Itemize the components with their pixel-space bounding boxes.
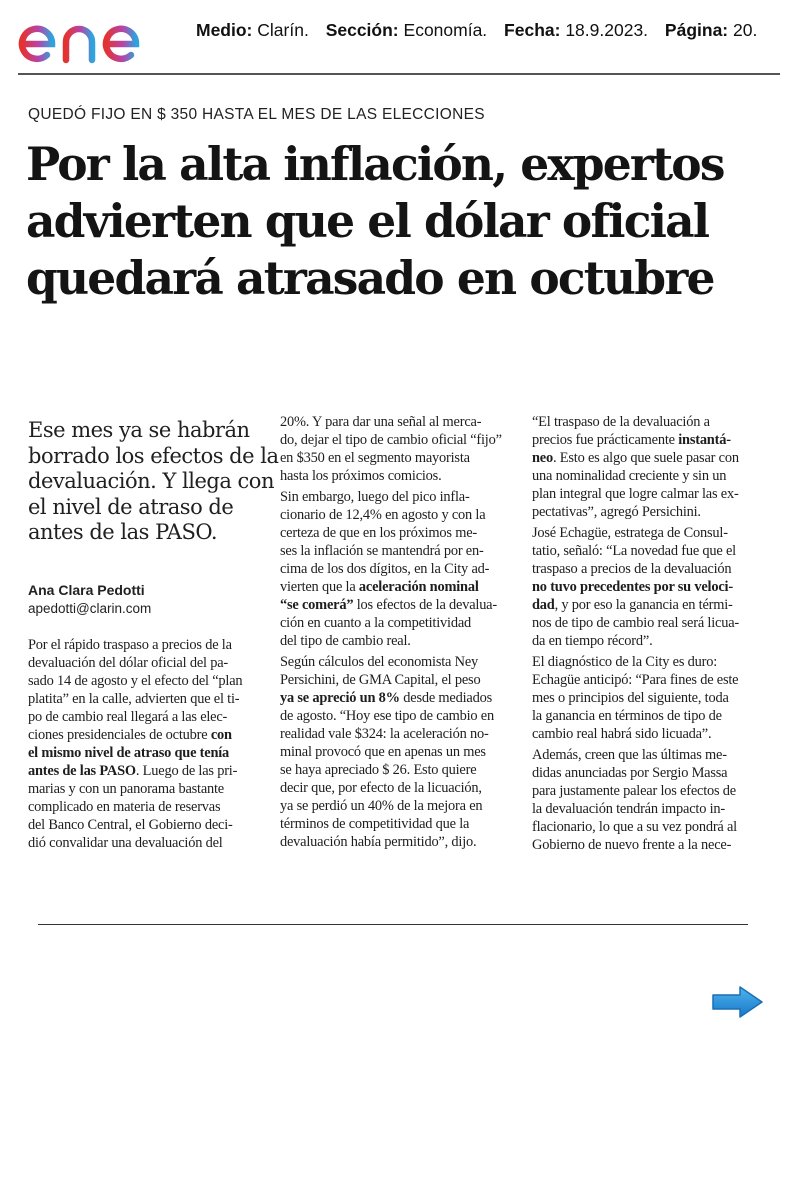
body-text: traspaso a precios de la devaluación — [532, 561, 732, 577]
body-line — [532, 578, 768, 596]
body-text: 20%. Y para dar una señal al merca- — [280, 414, 482, 430]
pagina-value: 20. — [733, 20, 758, 40]
body-line — [532, 542, 768, 560]
body-line — [532, 503, 768, 521]
body-text: nos de tipo de cambio real será licua- — [532, 615, 739, 631]
body-text: tatio, señaló: “La novedad fue que el — [532, 543, 736, 559]
body-text: se haya apreciado $ 26. Esto quiere — [280, 762, 477, 778]
article-column-1 — [28, 636, 264, 852]
body-line — [280, 467, 516, 485]
lead-line: Ese mes ya se habrán — [28, 418, 250, 442]
body-text: cionario de 12,4% en agosto y con la — [280, 507, 486, 523]
lead-line: devaluación. Y llega con — [28, 469, 274, 494]
body-line — [280, 506, 516, 524]
body-emphasis: ya se apreció un 8% — [280, 690, 400, 706]
body-line — [532, 467, 768, 485]
body-text: ciones presidenciales de octubre — [28, 727, 211, 743]
body-text: en $350 en el segmento mayorista — [280, 450, 470, 466]
body-text: ya se perdió un 40% de la mejora en — [280, 798, 483, 814]
body-text: ses la inflación se mantendrá por en- — [280, 543, 484, 559]
article-headline — [26, 136, 786, 307]
headline-line: advierten que el dólar oficial — [26, 193, 709, 248]
body-line — [280, 797, 516, 815]
body-text: plan integral que logre calmar las ex- — [532, 486, 739, 502]
body-line — [28, 708, 264, 726]
body-text: precios fue prácticamente — [532, 432, 679, 448]
body-line — [280, 653, 516, 671]
body-line — [532, 560, 768, 578]
body-line — [280, 632, 516, 650]
body-line — [280, 725, 516, 743]
body-emphasis: con — [210, 727, 232, 743]
body-line — [280, 413, 516, 431]
body-text: . Luego de las pri- — [135, 763, 238, 779]
body-line — [280, 671, 516, 689]
press-clipping-meta — [196, 20, 757, 41]
body-line — [28, 834, 264, 852]
body-line — [280, 449, 516, 467]
body-text: flacionario, lo que a su vez pondrá al — [532, 819, 737, 835]
body-line — [532, 800, 768, 818]
headline-line: Por la alta inflación, expertos — [26, 137, 724, 191]
right-arrow-icon — [710, 984, 766, 1020]
fecha-label: Fecha: — [504, 20, 561, 40]
body-line — [532, 689, 768, 707]
body-line — [28, 636, 264, 654]
header-divider — [18, 73, 780, 75]
body-text: una nominalidad creciente y sin un — [532, 468, 727, 484]
article-column-3 — [532, 413, 768, 854]
body-text: do, dejar el tipo de cambio oficial “fijo” — [280, 432, 502, 448]
body-line — [532, 746, 768, 764]
medio-value: Clarín. — [257, 20, 309, 40]
body-text: la devaluación tendrán impacto in- — [532, 801, 725, 817]
body-emphasis: neo — [532, 450, 553, 466]
body-text: del Banco Central, el Gobierno deci- — [28, 817, 233, 833]
body-line — [280, 596, 516, 614]
body-line — [532, 485, 768, 503]
body-text: los efectos de la devalua- — [353, 597, 497, 613]
body-text: de agosto. “Hoy ese tipo de cambio en — [280, 708, 494, 724]
article-column-2 — [280, 413, 516, 851]
body-line — [532, 524, 768, 542]
body-line — [532, 632, 768, 650]
body-line — [28, 672, 264, 690]
body-text: sado 14 de agosto y el efecto del “plan — [28, 673, 243, 689]
body-line — [532, 449, 768, 467]
body-text: pectativas”, agregó Persichini. — [532, 504, 701, 520]
body-emphasis: dad — [532, 597, 555, 613]
author-name: Ana Clara Pedotti — [28, 582, 145, 598]
fecha-value: 18.9.2023. — [565, 20, 649, 40]
body-text: Según cálculos del economista Ney — [280, 654, 479, 670]
body-text: . Esto es algo que suele pasar con — [553, 450, 739, 466]
body-line — [28, 762, 264, 780]
body-line — [280, 707, 516, 725]
medio-label: Medio: — [196, 20, 253, 40]
author-email: apedotti@clarin.com — [28, 601, 152, 616]
body-text: “El traspaso de la devaluación a — [532, 414, 710, 430]
body-line — [280, 431, 516, 449]
body-line — [532, 413, 768, 431]
body-text: ción en cuanto a la competitividad — [280, 615, 472, 631]
body-text: marias y con un panorama bastante — [28, 781, 224, 797]
body-line — [532, 614, 768, 632]
body-text: José Echagüe, estratega de Consul- — [532, 525, 728, 541]
body-line — [532, 671, 768, 689]
body-text: certeza de que en los próximos me- — [280, 525, 477, 541]
body-line — [28, 690, 264, 708]
body-text: Persichini, de GMA Capital, el peso — [280, 672, 481, 688]
body-line — [280, 578, 516, 596]
body-text: decir que, por efecto de la licuación, — [280, 780, 482, 796]
body-line — [28, 654, 264, 672]
body-emphasis: “se comerá” — [280, 597, 354, 613]
body-line — [280, 560, 516, 578]
body-text: minal provocó que en apenas un mes — [280, 744, 486, 760]
body-line — [28, 726, 264, 744]
body-text: Además, creen que las últimas me- — [532, 747, 727, 763]
body-text: hasta los próximos comicios. — [280, 468, 442, 484]
body-line — [532, 836, 768, 854]
body-text: didas anunciadas por Sergio Massa — [532, 765, 728, 781]
lead-line: borrado los efectos de la — [28, 443, 279, 468]
body-text: , y por eso la ganancia en térmi- — [554, 597, 733, 613]
body-text: devaluación había permitido”, dijo. — [280, 834, 477, 850]
body-text: del tipo de cambio real. — [280, 633, 411, 649]
body-line — [280, 614, 516, 632]
headline-line: quedará atrasado en octubre — [26, 250, 714, 305]
body-text: cima de los dos dígitos, en la City ad- — [280, 561, 490, 577]
body-line — [532, 596, 768, 614]
body-line — [532, 782, 768, 800]
body-text: da en tiempo récord”. — [532, 633, 653, 649]
body-emphasis: instantá- — [678, 432, 731, 448]
body-text: cambio real habrá sido licuada”. — [532, 726, 712, 742]
body-line — [280, 524, 516, 542]
footer-divider — [38, 924, 748, 925]
body-line — [280, 779, 516, 797]
body-text: realidad vale $324: la aceleración no- — [280, 726, 489, 742]
pagina-label: Página: — [664, 20, 729, 40]
body-line — [280, 833, 516, 851]
body-text: para justamente palear los efectos de — [532, 783, 736, 799]
body-emphasis: no tuvo precedentes por su veloci- — [532, 579, 733, 595]
body-line — [532, 818, 768, 836]
body-text: Gobierno de nuevo frente a la nece- — [532, 837, 732, 853]
body-text: po de cambio real llegará a las elec- — [28, 709, 228, 725]
seccion-value: Economía. — [403, 20, 488, 40]
body-text: Sin embargo, luego del pico infla- — [280, 489, 470, 505]
body-line — [532, 653, 768, 671]
body-text: dió convalidar una devaluación del — [28, 835, 223, 851]
body-text: mes o principios del siguiente, toda — [532, 690, 729, 706]
article-kicker: QUEDÓ FIJO EN $ 350 HASTA EL MES DE LAS ELECCIONES — [28, 106, 485, 123]
body-line — [28, 780, 264, 798]
body-text: El diagnóstico de la City es duro: — [532, 654, 718, 670]
body-emphasis: el mismo nivel de atraso que tenía — [28, 745, 230, 761]
body-text: devaluación del dólar oficial del pa- — [28, 655, 228, 671]
body-text: desde mediados — [399, 690, 492, 706]
body-text: Echagüe anticipó: “Para fines de este — [532, 672, 739, 688]
body-line — [532, 764, 768, 782]
body-line — [280, 761, 516, 779]
body-emphasis: antes de las PASO — [28, 763, 136, 779]
body-text: Por el rápido traspaso a precios de la — [28, 637, 232, 653]
enel-logo — [16, 6, 182, 66]
body-text: vierten que la — [280, 579, 359, 595]
body-line — [28, 816, 264, 834]
body-text: términos de competitividad que la — [280, 816, 470, 832]
body-text: la ganancia en términos de tipo de — [532, 708, 722, 724]
body-line — [532, 707, 768, 725]
next-page-button[interactable] — [710, 984, 766, 1020]
body-text: complicado en materia de reservas — [28, 799, 221, 815]
lead-line: el nivel de atraso de — [28, 494, 234, 519]
body-emphasis: aceleración nominal — [358, 579, 479, 595]
lead-line: antes de las PASO. — [28, 520, 218, 545]
body-line — [280, 815, 516, 833]
seccion-label: Sección: — [325, 20, 399, 40]
body-line — [532, 431, 768, 449]
body-line — [28, 798, 264, 816]
body-line — [280, 488, 516, 506]
body-line — [280, 542, 516, 560]
body-text: platita” en la calle, advierten que el ti- — [28, 691, 240, 707]
article-lead — [28, 418, 279, 546]
body-line — [28, 744, 264, 762]
body-line — [280, 689, 516, 707]
body-line — [280, 743, 516, 761]
body-line — [532, 725, 768, 743]
